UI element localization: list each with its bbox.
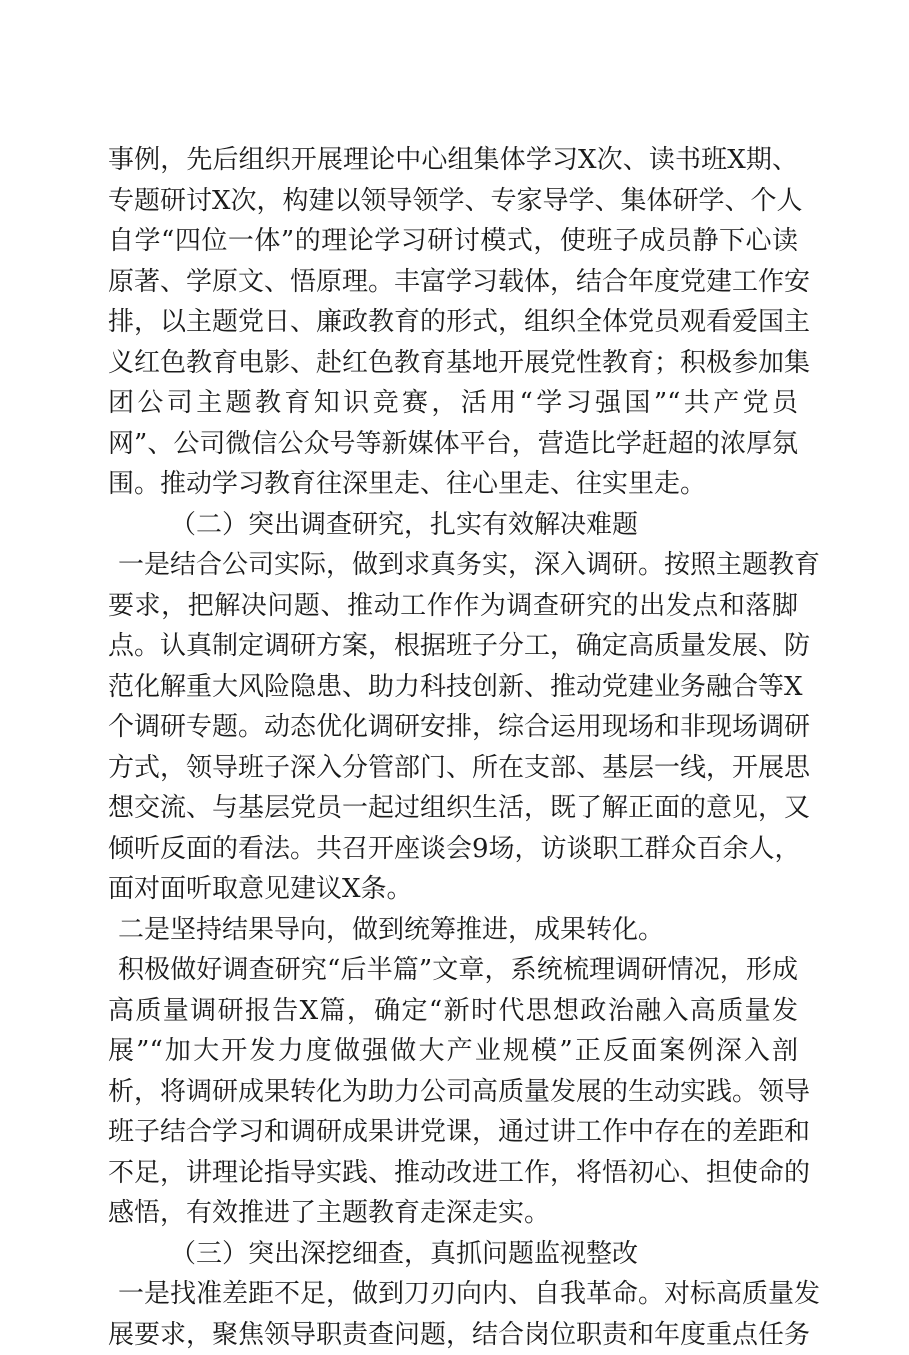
paragraph-line: 一是结合公司实际，做到求真务实，深入调研。按照主题教育	[108, 545, 798, 586]
paragraph-line: 一是找准差距不足，做到刀刃向内、自我革命。对标高质量发	[108, 1274, 798, 1315]
paragraph-line: 个调研专题。动态优化调研安排，综合运用现场和非现场调研	[108, 707, 798, 748]
paragraph-line: 积极做好调查研究“后半篇”文章，系统梳理调研情况，形成	[108, 950, 798, 991]
paragraph-line: 方式，领导班子深入分管部门、所在支部、基层一线，开展思	[108, 748, 798, 789]
paragraph-line: 高质量调研报告X篇，确定“新时代思想政治融入高质量发	[108, 991, 798, 1032]
paragraph-line: 二是坚持结果导向，做到统筹推进，成果转化。	[108, 910, 798, 951]
paragraph-line: 面对面听取意见建议X条。	[108, 869, 798, 910]
paragraph-line: 倾听反面的看法。共召开座谈会9场，访谈职工群众百余人，	[108, 829, 798, 870]
paragraph-line: 析，将调研成果转化为助力公司高质量发展的生动实践。领导	[108, 1072, 798, 1113]
paragraph-line: 感悟，有效推进了主题教育走深走实。	[108, 1193, 798, 1234]
paragraph-line: 专题研讨X次，构建以领导领学、专家导学、集体研学、个人	[108, 181, 798, 222]
paragraph-line: 事例，先后组织开展理论中心组集体学习X次、读书班X期、	[108, 140, 798, 181]
paragraph-line: 围。推动学习教育往深里走、往心里走、往实里走。	[108, 464, 798, 505]
paragraph-line: 点。认真制定调研方案，根据班子分工，确定高质量发展、防	[108, 626, 798, 667]
paragraph-line: 要求，把解决问题、推动工作作为调查研究的出发点和落脚	[108, 586, 798, 627]
section-heading: （三）突出深挖细查，真抓问题监视整改	[108, 1234, 798, 1275]
section-heading: （二）突出调查研究，扎实有效解决难题	[108, 505, 798, 546]
paragraph-line: 班子结合学习和调研成果讲党课，通过讲工作中存在的差距和	[108, 1112, 798, 1153]
paragraph-line: 网”、公司微信公众号等新媒体平台，营造比学赶超的浓厚氛	[108, 424, 798, 465]
paragraph-line: 想交流、与基层党员一起过组织生活，既了解正面的意见，又	[108, 788, 798, 829]
paragraph-line: 范化解重大风险隐患、助力科技创新、推动党建业务融合等X	[108, 667, 798, 708]
paragraph-line: 团公司主题教育知识竞赛，活用“学习强国”“共产党员	[108, 383, 798, 424]
paragraph-line: 原著、学原文、悟原理。丰富学习载体，结合年度党建工作安	[108, 262, 798, 303]
paragraph-line: 展”“加大开发力度做强做大产业规模”正反面案例深入剖	[108, 1031, 798, 1072]
document-body	[108, 140, 798, 1355]
paragraph-line: 排，以主题党日、廉政教育的形式，组织全体党员观看爱国主	[108, 302, 798, 343]
paragraph-line: 义红色教育电影、赴红色教育基地开展党性教育；积极参加集	[108, 343, 798, 384]
paragraph-line: 不足，讲理论指导实践、推动改进工作，将悟初心、担使命的	[108, 1153, 798, 1194]
paragraph-line: 自学“四位一体”的理论学习研讨模式，使班子成员静下心读	[108, 221, 798, 262]
paragraph-line: 展要求，聚焦领导职责查问题，结合岗位职责和年度重点任务	[108, 1315, 798, 1355]
